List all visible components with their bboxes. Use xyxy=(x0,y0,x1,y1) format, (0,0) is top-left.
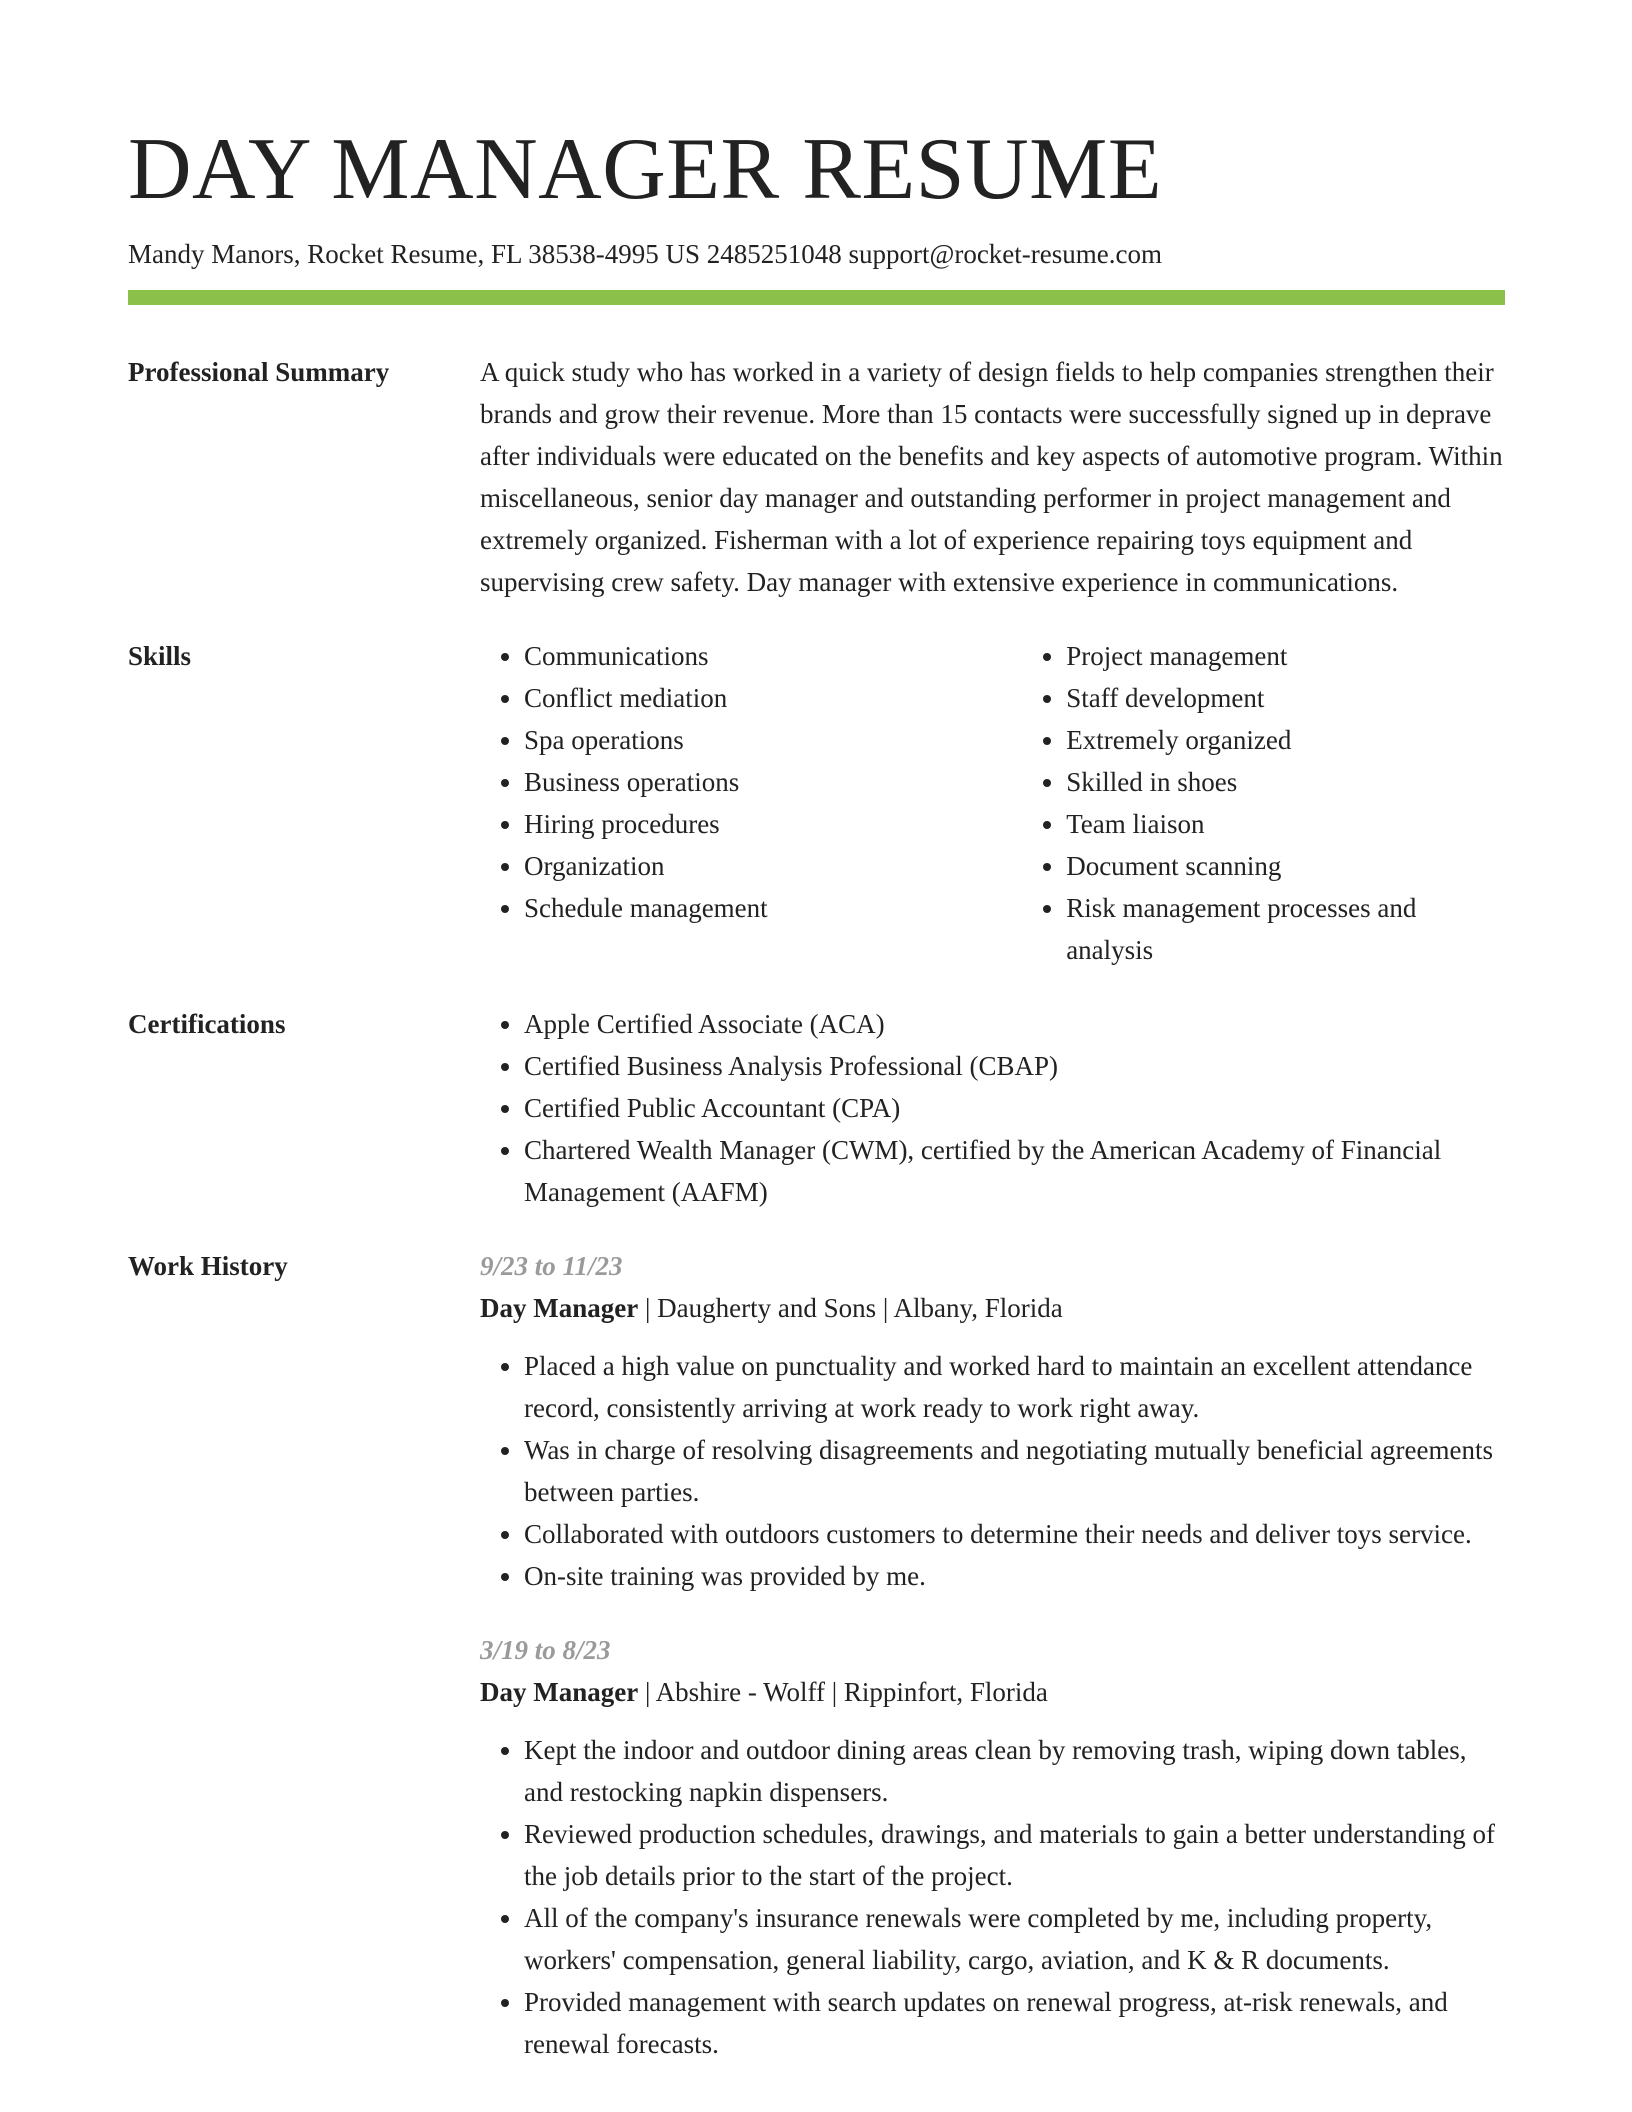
job-bullet: • Collaborated with outdoors customers to determine their needs and deliver toys service. xyxy=(524,1513,1505,1555)
job-bullet: • Placed a high value on punctuality and worked hard to maintain an excellent attendance record, consistently arriving at work ready to work right away. xyxy=(524,1345,1505,1429)
work-history-section xyxy=(128,1245,1505,2097)
skill-item: • Team liaison xyxy=(1066,803,1505,845)
skills-section xyxy=(128,635,1505,971)
work-history-body xyxy=(480,1245,1505,2097)
skill-item: • Staff development xyxy=(1066,677,1505,719)
resume-title: DAY MANAGER RESUME xyxy=(128,121,1163,218)
skill-item: • Project management xyxy=(1066,635,1505,677)
job-dates: 3/19 to 8/23 xyxy=(480,1635,611,1665)
job-bullet: • All of the company's insurance renewals were completed by me, including property, workers' compensation, general liability, cargo, aviation, and K & R documents. xyxy=(524,1897,1505,1981)
job-bullet: • Was in charge of resolving disagreements and negotiating mutually beneficial agreements between parties. xyxy=(524,1429,1505,1513)
section-label-summary: Professional Summary xyxy=(128,357,390,387)
certification-item: • Certified Business Analysis Professional (CBAP) xyxy=(524,1045,1505,1087)
skill-item: • Schedule management xyxy=(524,887,1022,929)
section-label-certifications: Certifications xyxy=(128,1009,286,1039)
skill-item: • Organization xyxy=(524,845,1022,887)
job-entry xyxy=(480,1245,1505,1597)
skill-item: • Conflict mediation xyxy=(524,677,1022,719)
summary-body xyxy=(480,351,1505,603)
skill-item: • Hiring procedures xyxy=(524,803,1022,845)
skill-item: • Skilled in shoes xyxy=(1066,761,1505,803)
certifications-section xyxy=(128,1003,1505,1213)
certification-item: • Chartered Wealth Manager (CWM), certified by the American Academy of Financial Management (AAFM) xyxy=(524,1129,1505,1213)
contact-line: Mandy Manors, Rocket Resume, FL 38538-4995 US 2485251048 support@rocket-resume.com xyxy=(128,239,1162,269)
job-bullet: • Reviewed production schedules, drawings, and materials to gain a better understanding of the job details prior to the start of the project. xyxy=(524,1813,1505,1897)
job-title: Day Manager xyxy=(480,1677,639,1707)
job-title: Day Manager xyxy=(480,1293,639,1323)
job-details: | Daugherty and Sons | Albany, Florida xyxy=(638,1293,1063,1323)
job-entry xyxy=(480,1629,1505,2065)
job-details: | Abshire - Wolff | Rippinfort, Florida xyxy=(638,1677,1048,1707)
certifications-body xyxy=(480,1003,1505,1213)
resume-page xyxy=(128,120,1505,2097)
certifications-list xyxy=(480,1003,1505,1213)
job-heading xyxy=(480,1671,1505,1713)
professional-summary-section xyxy=(128,351,1505,603)
accent-divider xyxy=(128,290,1505,305)
skills-list-right xyxy=(1022,635,1505,971)
skill-item: • Risk management processes and analysis xyxy=(1066,887,1505,971)
job-bullets xyxy=(480,1345,1505,1597)
job-bullet: • On-site training was provided by me. xyxy=(524,1555,1505,1597)
job-bullets xyxy=(480,1729,1505,2065)
skills-body xyxy=(480,635,1505,971)
section-label-skills: Skills xyxy=(128,641,192,671)
summary-text: A quick study who has worked in a variety of design fields to help companies strengthen their brands and grow their revenue. More than 15 contacts were successfully signed up in deprave after individuals were educated on the benefits and key aspects of automotive program. Within miscellaneous, senior day manager and outstanding performer in project management and extremely organized. Fisherman with a lot of experience repairing toys equipment and supervising crew safety. Day manager with extensive experience in communications. xyxy=(480,357,1503,597)
certification-item: • Certified Public Accountant (CPA) xyxy=(524,1087,1505,1129)
skill-item: • Document scanning xyxy=(1066,845,1505,887)
skills-list-left xyxy=(480,635,1022,971)
skill-item: • Business operations xyxy=(524,761,1022,803)
job-bullet: • Provided management with search updates on renewal progress, at-risk renewals, and renewal forecasts. xyxy=(524,1981,1505,2065)
skill-item: • Extremely organized xyxy=(1066,719,1505,761)
section-label-work-history: Work History xyxy=(128,1251,288,1281)
job-bullet: • Kept the indoor and outdoor dining areas clean by removing trash, wiping down tables, and restocking napkin dispensers. xyxy=(524,1729,1505,1813)
job-dates: 9/23 to 11/23 xyxy=(480,1251,623,1281)
certification-item: • Apple Certified Associate (ACA) xyxy=(524,1003,1505,1045)
skill-item: • Communications xyxy=(524,635,1022,677)
skill-item: • Spa operations xyxy=(524,719,1022,761)
job-heading xyxy=(480,1287,1505,1329)
